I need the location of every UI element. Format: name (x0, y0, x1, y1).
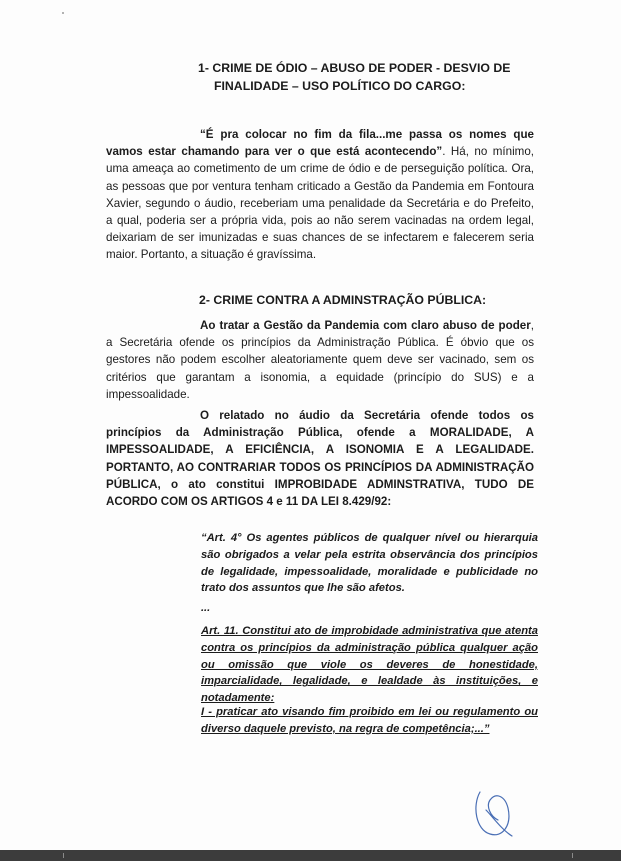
section1-paragraph (106, 126, 534, 264)
audio-quote: “É pra colocar no fim da fila...me passa os nomes que vamos estar chamando para ver o que está acontecendo” (106, 128, 534, 159)
section1-body: . Há, no mínimo, uma ameaça ao cometimento de um crime de ódio e de perseguição política. Ora, as pessoas que por ventura tenham criticado a Gestão da Pandemia em Fontoura Xavier, segundo o áudio, receberiam uma penalidade da Secretária e do Prefeito, a qual, poderia ser a própria vida, pois ao não serem vacinadas na ordem legal, deixariam de ser imunizadas e suas chances de se infectarem e falecerem seria maior. Portanto, a situação é gravíssima. (106, 145, 534, 262)
scan-speck (62, 12, 64, 14)
bar-divider (63, 853, 64, 858)
art4-quote: “Art. 4° Os agentes públicos de qualquer nível ou hierarquia são obrigados a velar pela estrita observância dos princípios de legalidade, impessoalidade, moralidade e publicidade no trato dos assuntos que lhe são afetos. (201, 532, 538, 595)
section2-paragraph-2 (106, 407, 534, 510)
section2-heading: 2- CRIME CONTRA A ADMINSTRAÇÃO PÚBLICA: (199, 293, 487, 307)
signature-initials (468, 786, 518, 842)
art11-quote: Art. 11. Constitui ato de improbidade administrativa que atenta contra os princípios da administração pública qualquer ação ou omissão que viole os deveres de honestidade, imparcialidade, legalidade, e lealdade às instituições, e notadamente: (201, 625, 538, 705)
section2-paragraph-1 (106, 317, 534, 403)
section1-heading-line2: FINALIDADE – USO POLÍTICO DO CARGO: (214, 79, 466, 93)
viewer-bottom-bar (0, 850, 621, 861)
p1-rest: , a Secretária ofende os princípios da Administração Pública. É óbvio que os gestores não podem escolher aleatoriamente quem deve ser vacinado, sem os critérios que garantam a isonomia, a equidade (princípio do SUS) e a impessoalidade. (106, 319, 534, 401)
p2-text: O relatado no áudio da Secretária ofende todos os princípios da Administração Pública, ofende a MORALIDADE, A IMPESSOALIDADE, A EFICIÊNCIA, A ISONOMIA E A LEGALIDADE. PORTANTO, AO CONTRARIAR TODOS OS PRINCÍPIOS DA ADMINISTRAÇÃO PÚBLICA, o ato constitui IMPROBIDADE ADMINSTRATIVA, TUDO DE ACORDO COM OS ARTIGOS 4 e 11 DA LEI 8.429/92: (106, 409, 534, 509)
p1-bold: Ao tratar a Gestão da Pandemia com claro abuso de poder (200, 319, 531, 332)
bar-divider (572, 853, 573, 858)
art11-item1-quote: I - praticar ato visando fim proibido em lei ou regulamento ou diverso daquele previsto, na regra de competência;...” (201, 706, 538, 735)
section1-heading-line1: 1- CRIME DE ÓDIO – ABUSO DE PODER - DESVIO DE (198, 61, 511, 75)
quote-ellipsis: ... (201, 602, 211, 614)
